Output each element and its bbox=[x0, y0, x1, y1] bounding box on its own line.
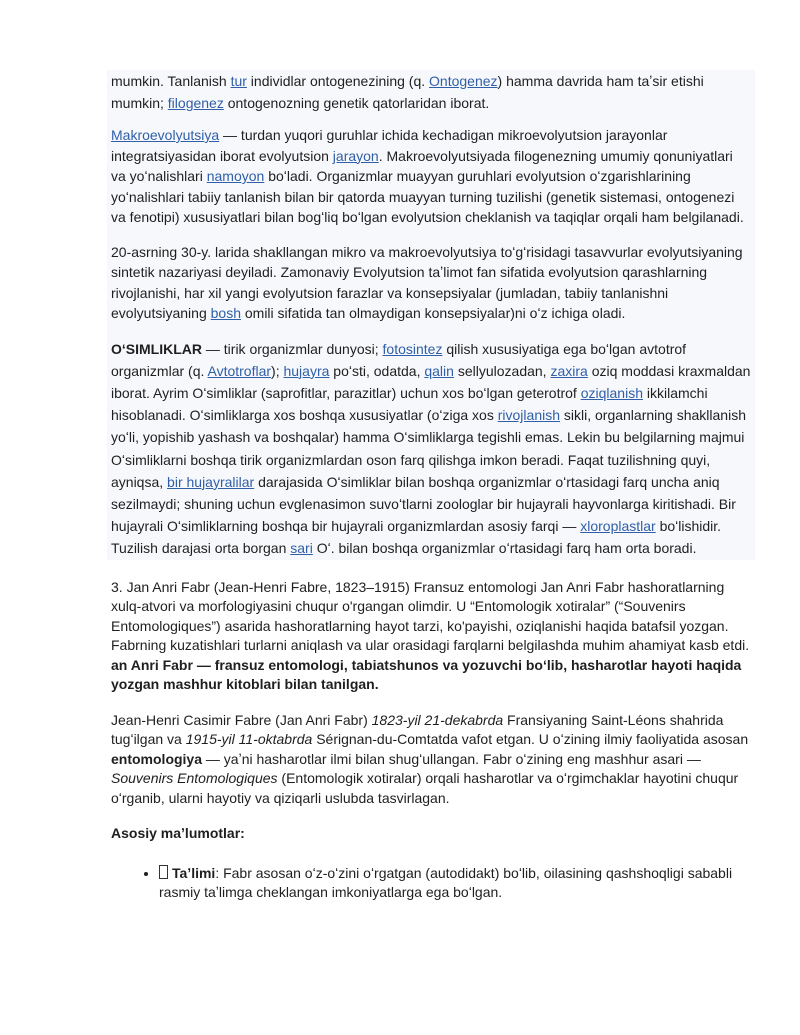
term-osimliklar: OʻSIMLIKLAR bbox=[111, 340, 202, 357]
text: — tirik organizmlar dunyosi; bbox=[202, 340, 383, 357]
text: qilish xususiyatiga ega boʻlgan avtotrof organizmlar (q. bbox=[111, 340, 687, 379]
text: omili sifatida tan olmaydigan konsepsiyalar)ni oʻz ichiga oladi. bbox=[240, 305, 626, 321]
list-item-text: : Fabr asosan oʻz-oʻzini oʻrgatgan (autodidakt) boʻlib, oilasining qashshoqligi sababli rasmiy taʼlimga cheklangan imkoniyatlarga ega boʻlgan. bbox=[159, 864, 733, 901]
paragraph-selection bbox=[111, 70, 751, 114]
paragraph-macroevolution bbox=[111, 125, 751, 228]
text: sikli, organlarning shakllanish yoʻli, yopishib yashash va boshqalar) hamma Oʻsimliklarga tegishli emas. Lekin bu belgilarning majmui Oʻsimliklarni boshqa tirik organizmlardan oson farq qilishga imkon beradi. Faqat tuzilishning quyi, ayniqsa, bbox=[111, 407, 746, 490]
paragraph-fabre-bio bbox=[111, 711, 751, 809]
text: oziq moddasi kraxmaldan iborat. Ayrim Oʻsimliklar (saprofitlar, parazitlar) uchun xos boʻlgan geterotrof bbox=[111, 362, 751, 401]
link-fotosintez[interactable]: fotosintez bbox=[382, 340, 443, 357]
link-hujayra[interactable]: hujayra bbox=[283, 362, 330, 379]
list-item bbox=[159, 864, 751, 903]
link-oziqlanish[interactable]: oziqlanish bbox=[580, 384, 643, 401]
text: Fransiyaning Saint-Léons shahrida tugʻilgan va bbox=[111, 711, 724, 748]
link-bir-hujayralilar[interactable]: bir hujayralilar bbox=[167, 473, 255, 490]
link-avtotroflar[interactable]: Avtotroflar bbox=[207, 362, 272, 379]
text: 20-asrning 30-y. larida shakllangan mikro va makroevolyutsiya toʻgʻrisidagi tasavvurlar evolyutsiyaning sintetik nazariyasi deyiladi. Zamonaviy Evolyutsion taʼlimot fan sifatida evolyutsion qarashlarning rivojlanishi, har xil yangi evolyutsion farazlar va konsepsiyalar (jumladan, tabiiy tanlanishni evolyutsiyaning bbox=[111, 243, 743, 321]
book-title: Souvenirs Entomologiques bbox=[111, 770, 278, 787]
text: ontogenozning genetik qatorlaridan iborat. bbox=[223, 95, 490, 111]
text: (Entomologik xotiralar) orqali hasharotlar va oʻrgimchaklar hayotini chuqur oʻrganib, ularni hayotiy va qiziqarli uslubda tasvirlagan. bbox=[111, 770, 739, 806]
link-qalin[interactable]: qalin bbox=[424, 362, 454, 379]
link-xloroplastlar[interactable]: xloroplastlar bbox=[580, 518, 656, 535]
list-item-label: Taʼlimi bbox=[172, 864, 216, 881]
link-ontogenez[interactable]: Ontogenez bbox=[429, 73, 498, 89]
birth-date: 1823-yil 21-dekabrda bbox=[371, 711, 504, 728]
link-zaxira[interactable]: zaxira bbox=[550, 362, 588, 379]
info-list bbox=[111, 864, 751, 903]
text: Sérignan-du-Comtatda vafot etgan. U oʻzining ilmiy faoliyatida asosan bbox=[312, 731, 749, 748]
text: boʻladi. Organizmlar muayyan guruhlari evolyutsion oʻzgarishlarining yoʻnalishlari tabiiy tanlanish bilan bir qatorda muayyan turning tuzilishi (genetik sistemasi, ontogenezi va fenotipi) xususiyatlari bilan bogʻliq boʻlgan evolyutsion cheklanish va taqiqlar orqali ham belgilanadi. bbox=[111, 168, 744, 225]
text: ikkilamchi hisoblanadi. Oʻsimliklarga xos boshqa xususiyatlar (oʻziga xos bbox=[111, 384, 708, 424]
paragraph-synthetic-theory bbox=[111, 242, 751, 324]
text: Jean-Henri Casimir Fabre (Jan Anri Fabr) bbox=[111, 711, 372, 728]
text: sellyulozadan, bbox=[453, 362, 551, 379]
text: — turdan yuqori guruhlar ichida kechadigan mikroevolyutsion jarayonlar integratsiyasidan iborat evolyutsion bbox=[111, 127, 668, 164]
link-makroevolyutsiya[interactable]: Makroevolyutsiya bbox=[111, 127, 220, 143]
section-heading bbox=[111, 824, 751, 844]
text: boʻlishidir. Tuzilish darajasi orta borgan bbox=[111, 518, 722, 557]
text: ) hamma davrida ham taʼsir etishi mumkin; bbox=[111, 73, 704, 111]
link-tur[interactable]: tur bbox=[230, 73, 247, 89]
text: — yaʼni hasharotlar ilmi bilan shugʻullangan. Fabr oʻzining eng mashhur asari — bbox=[202, 750, 701, 767]
paragraph-plants bbox=[111, 338, 751, 560]
link-sari[interactable]: sari bbox=[290, 540, 313, 557]
missing-glyph-icon bbox=[159, 865, 168, 879]
heading-text: Asosiy maʼlumotlar: bbox=[111, 825, 245, 842]
bold-summary: an Anri Fabr — fransuz entomologi, tabiatshunos va yozuvchi boʻlib, hasharotlar hayoti haqida yozgan mashhur kitoblari bilan tanilgan. bbox=[111, 656, 742, 693]
text: mumkin. Tanlanish bbox=[111, 73, 231, 89]
text: 3. Jan Anri Fabr (Jean-Henri Fabre, 1823–1915) Fransuz entomologi Jan Anri Fabr hashoratlarning xulq-atvori va morfologiyasini chuqur o'rgangan olimdir. U “Entomologik xotiralar” (“Souvenirs Entomologiques”) asarida hashoratlarning hayot tarzi, ko'payishi, oziqlanishi haqida batafsil yozgan. Fabrning kuzatishlari turlarni aniqlash va ular orasidagi farqlarni belgilashda muhim ahamiyat kasb etdi. bbox=[111, 578, 750, 654]
link-namoyon[interactable]: namoyon bbox=[206, 168, 265, 184]
text: Oʻ. bilan boshqa organizmlar oʻrtasidagi farq ham orta boradi. bbox=[312, 540, 697, 557]
text: individlar ontogenezining (q. bbox=[246, 73, 430, 89]
text: darajasida Oʻsimliklar bilan boshqa organizmlar oʻrtasidagi farq uncha aniq sezilmaydi; shuning uchun evglenasimon suvoʻtlarni zoologlar bir hujayrali hayvonlarga kiritishadi. Bir hujayrali Oʻsimliklarning boshqa bir hujayrali organizmlardan asosiy farqi — bbox=[111, 473, 736, 535]
link-filogenez[interactable]: filogenez bbox=[167, 95, 224, 111]
death-date: 1915-yil 11-oktabrda bbox=[185, 731, 313, 748]
link-bosh[interactable]: bosh bbox=[210, 305, 241, 321]
text: poʻsti, odatda, bbox=[329, 362, 425, 379]
link-jarayon[interactable]: jarayon bbox=[332, 147, 379, 164]
text: . Makroevolyutsiyada filogenezning umumiy qonuniyatlari va yoʻnalishlari bbox=[111, 147, 733, 184]
encyclopedia-excerpt bbox=[107, 70, 755, 560]
link-rivojlanish[interactable]: rivojlanish bbox=[497, 407, 560, 424]
paragraph-fabre-intro bbox=[111, 578, 751, 695]
text: ); bbox=[271, 362, 284, 379]
term-entomologiya: entomologiya bbox=[111, 750, 203, 767]
document-page bbox=[111, 70, 751, 903]
